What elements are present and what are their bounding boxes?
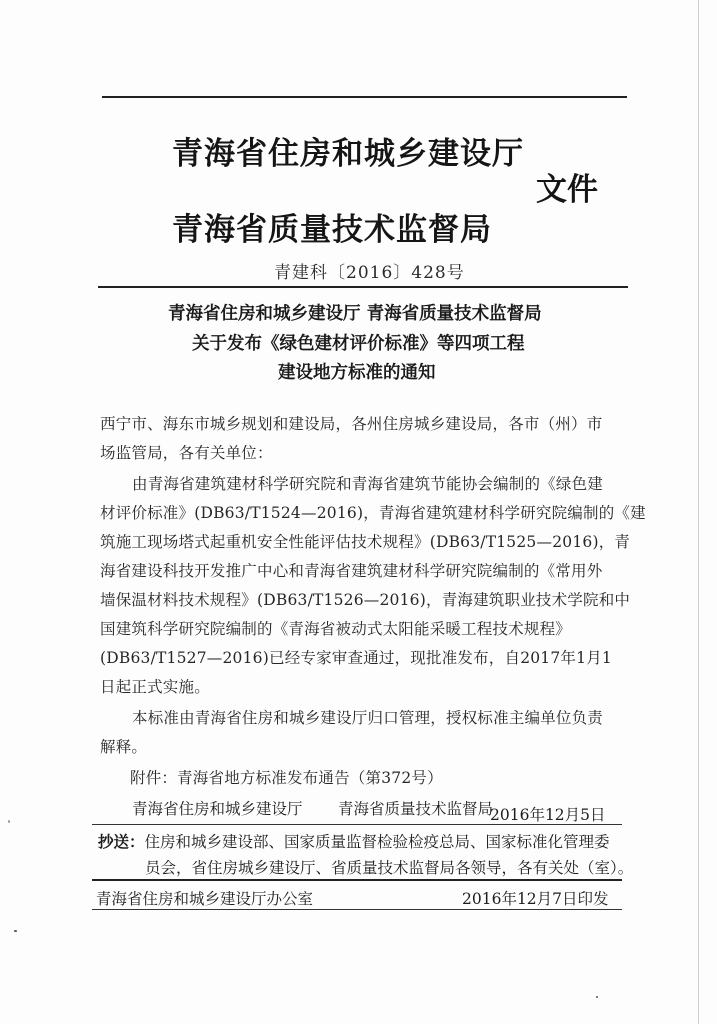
- issuer-org-2: 青海省质量技术监督局: [172, 212, 492, 248]
- footer-divider-top: [92, 824, 622, 825]
- notice-title-line-3: 建设地方标准的通知: [278, 363, 436, 383]
- footer-divider-middle: [92, 879, 622, 881]
- cc-recipients-2: 员会，省住房城乡建设厅、省质量技术监督局各领导，各有关处（室）。: [145, 859, 634, 877]
- body-para1-line: 材评价标准》(DB63/T1524—2016)，青海省建筑建材科学研究院编制的《建: [100, 504, 646, 522]
- issue-date: 2016年12月5日: [490, 806, 606, 824]
- scan-speck: [596, 996, 598, 998]
- page-edge: [698, 0, 699, 1024]
- cc-label: 抄送：: [98, 832, 145, 851]
- notice-title-line-2: 关于发布《绿色建材评价标准》等四项工程: [192, 334, 525, 354]
- document-type-label: 文件: [536, 172, 598, 208]
- body-para1-line: 筑施工现场塔式起重机安全性能评估技术规程》(DB63/T1525—2016)，青: [100, 533, 631, 551]
- body-para1-line: 国建筑科学研究院编制的《青海省被动式太阳能采暖工程技术规程》: [100, 620, 572, 638]
- attachment-note: 附件：青海省地方标准发布通告（第372号）: [130, 769, 443, 787]
- body-para1-line: 日起正式实施。: [100, 678, 210, 696]
- body-para1-line: 墙保温材料技术规程》(DB63/T1526—2016)，青海建筑职业技术学院和中: [100, 591, 631, 609]
- body-para1-line: 由青海省建筑建材科学研究院和青海省建筑节能协会编制的《绿色建: [132, 475, 604, 493]
- body-para2-line: 本标准由青海省住房和城乡建设厅归口管理，授权标准主编单位负责: [132, 709, 604, 727]
- body-para1-line: 海省建设科技开发推广中心和青海省建筑建材科学研究院编制的《常用外: [100, 562, 603, 580]
- print-date: 2016年12月7日印发: [462, 890, 609, 908]
- body-para2-line: 解释。: [100, 738, 148, 756]
- signature-org-1: 青海省住房和城乡建设厅: [132, 800, 303, 818]
- printing-office: 青海省住房和城乡建设厅办公室: [96, 890, 314, 908]
- signature-org-2: 青海省质量技术监督局: [338, 800, 494, 818]
- notice-title-line-1: 青海省住房和城乡建设厅 青海省质量技术监督局: [168, 304, 542, 324]
- cc-recipients-1: 住房和城乡建设部、国家质量监督检验检疫总局、国家标准化管理委: [144, 833, 610, 851]
- footer-divider-bottom: [92, 909, 622, 910]
- issuer-org-1: 青海省住房和城乡建设厅: [172, 136, 524, 172]
- scan-speck: [8, 820, 10, 823]
- header-divider: [98, 286, 628, 288]
- document-number: 青建科〔2016〕428号: [274, 263, 465, 283]
- scan-speck: [14, 930, 17, 932]
- top-rule: [102, 96, 627, 98]
- recipients-line-1: 西宁市、海东市城乡规划和建设局，各州住房城乡建设局，各市（州）市: [100, 415, 603, 433]
- cc-line-1: [98, 830, 610, 852]
- body-para1-line: (DB63/T1527—2016)已经专家审查通过，现批准发布，自2017年1月1: [100, 649, 612, 667]
- recipients-line-2: 场监管局，各有关单位：: [100, 444, 273, 462]
